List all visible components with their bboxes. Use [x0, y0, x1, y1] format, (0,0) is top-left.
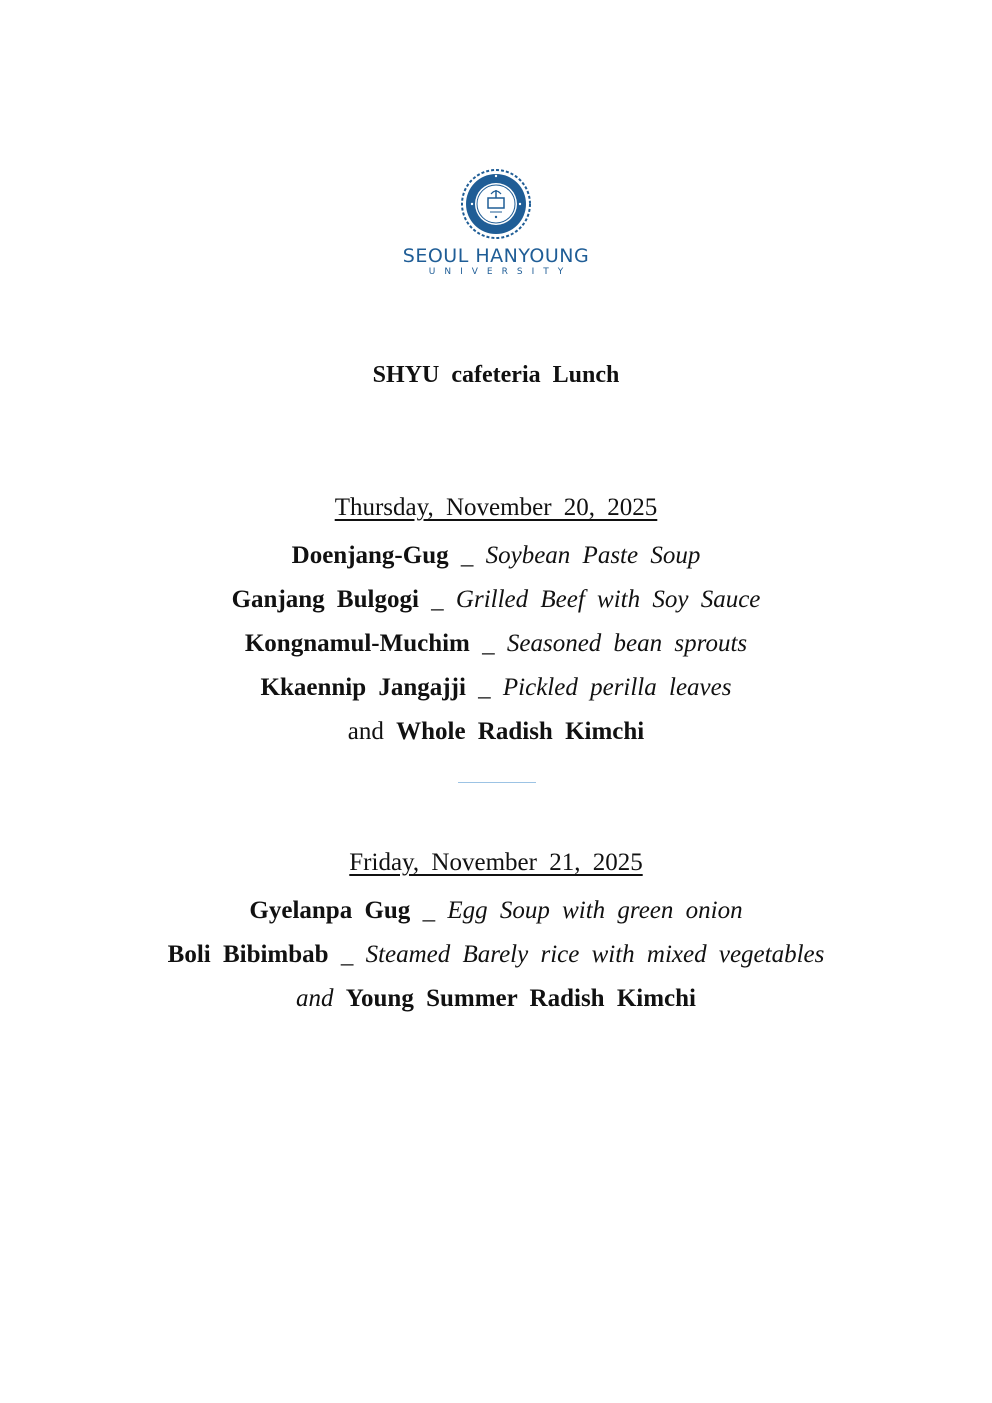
dish-korean-name: Boli Bibimbab — [167, 941, 329, 968]
dish-korean-name: Kkaennip Jangajji — [260, 674, 466, 701]
dish-korean-name: Doenjang-Gug — [291, 542, 449, 569]
logo-name: SEOUL HANYOUNG — [402, 245, 590, 267]
dish-separator: _ — [478, 674, 491, 701]
dish-korean-name: Ganjang Bulgogi — [231, 586, 419, 613]
menu-date: Thursday, November 20, 2025 — [334, 494, 658, 521]
dish-english-name: Pickled perilla leaves — [502, 674, 732, 701]
menu-item — [0, 933, 992, 977]
dish-separator: _ — [340, 941, 354, 968]
logo-subtitle: UNIVERSITY — [428, 267, 573, 277]
menu-item — [0, 578, 992, 622]
dish-separator: _ — [482, 630, 495, 657]
dish-english-name: Soybean Paste Soup — [485, 542, 701, 569]
dish-english-name: Steamed Barely rice with mixed vegetables — [365, 941, 825, 968]
dish-separator: _ — [431, 586, 444, 613]
section-divider — [458, 782, 536, 783]
menu-item — [0, 666, 992, 710]
menu-item — [0, 534, 992, 578]
menu-date: Friday, November 21, 2025 — [349, 849, 643, 876]
menu-closing-line — [0, 710, 992, 754]
closing-prefix: and — [296, 985, 334, 1012]
dish-english-name: Egg Soup with green onion — [447, 897, 743, 924]
menu-closing-line — [0, 977, 992, 1021]
day-menu-thursday — [0, 490, 992, 754]
day-menu-friday — [0, 845, 992, 1021]
dish-korean-name: Kongnamul-Muchim — [244, 630, 470, 657]
dish-english-name: Seasoned bean sprouts — [506, 630, 748, 657]
closing-dish: Young Summer Radish Kimchi — [345, 985, 696, 1012]
menu-item — [0, 622, 992, 666]
menu-item — [0, 889, 992, 933]
university-logo — [0, 168, 992, 278]
university-seal-icon — [460, 168, 532, 240]
closing-dish: Whole Radish Kimchi — [396, 718, 645, 745]
dish-korean-name: Gyelanpa Gug — [249, 897, 411, 924]
page-title: SHYU cafeteria Lunch — [372, 362, 620, 388]
closing-prefix: and — [347, 718, 384, 745]
dish-separator: _ — [422, 897, 436, 924]
dish-separator: _ — [460, 542, 474, 569]
dish-english-name: Grilled Beef with Soy Sauce — [455, 586, 761, 613]
